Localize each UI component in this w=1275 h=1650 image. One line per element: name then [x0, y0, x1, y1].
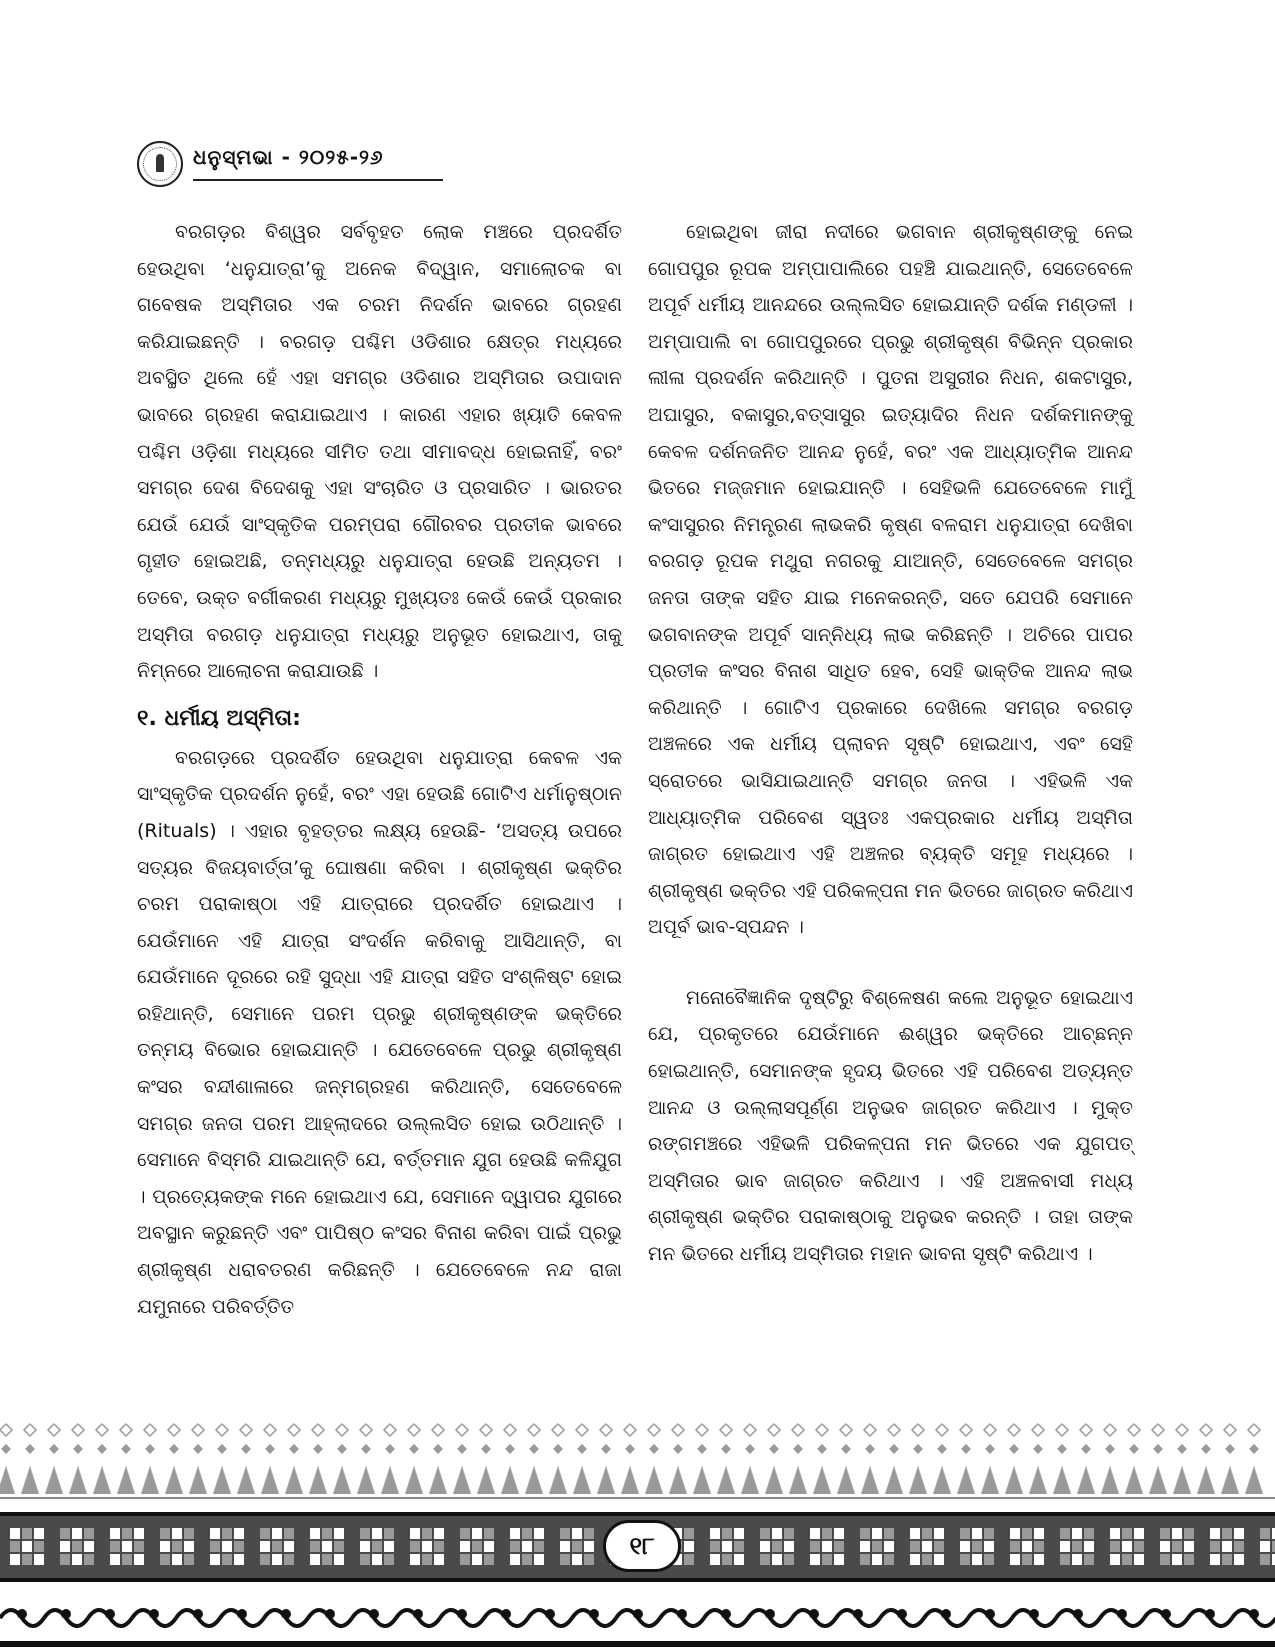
section-heading: ୧. ଧର୍ମୀୟ ଅସ୍ମିତା: — [137, 705, 301, 731]
scroll-wave-border-icon — [0, 1588, 1275, 1650]
title-underline — [193, 179, 443, 181]
page-number: ୧୮ — [603, 1520, 681, 1572]
continued-paragraph: ହୋଇଥିବା ଜୀରା ନଦୀରେ ଭଗବାନ ଶ୍ରୀକୃଷ୍ଣଙ୍କୁ ନେଇ ଗୋପପୁର ରୂପକ ଅମ୍ପାପାଲିରେ ପହଞ୍ଚି ଯାଇଥାନ୍ତି, ସେତେବେଳେ ଅପୂର୍ବ ଧର୍ମୀୟ ଆନନ୍ଦରେ ଉଲ୍ଲସିତ ହୋଇଯାନ୍ତି ଦର୍ଶକ ମଣ୍ଡଳୀ । ଅମ୍ପାପାଲି ବା ଗୋପପୁରରେ ପ୍ରଭୁ ଶ୍ରୀକୃଷ୍ଣ ବିଭିନ୍ନ ପ୍ରକାର ଲୀଳା ପ୍ରଦର୍ଶନ କରିଥାନ୍ତି । ପୁତନା ଅସୁରୀର ନିଧନ, ଶକଟାସୁର, ଅଘାସୁର, ବକାସୁର,ବତ୍ସାସୁର ଇତ୍ୟାଦିର ନିଧନ ଦର୍ଶକମାନଙ୍କୁ କେବଳ ଦର୍ଶନଜନିତ ଆନନ୍ଦ ନୁହେଁ, ବରଂ ଏକ ଆଧ୍ୟାତ୍ମିକ ଆନନ୍ଦ ଭିତରେ ମଜ୍ଜମାନ ହୋଇଯାନ୍ତି । ସେହିଭଳି ଯେତେବେଳେ ମାମୁଁ କଂସାସୁରର ନିମନ୍ତ୍ରଣ ଲାଭକରି କୃଷ୍ଣ ବଳରାମ ଧନୁଯାତ୍ରା ଦେଖିବା ବରଗଡ଼ ରୂପକ ମଥୁରା ନଗରକୁ ଯାଆନ୍ତି, ସେତେବେଳେ ସମଗ୍ର ଜନତା ତାଙ୍କ ସହିତ ଯାଇ ମନେକରନ୍ତି, ସତେ ଯେପରି ସେମାନେ ଭଗବାନଙ୍କ ଅପୂର୍ବ ସାନ୍ନିଧ୍ୟ ଲାଭ କରିଛନ୍ତି । ଅଚିରେ ପାପର ପ୍ରତୀକ କଂସର ବିନାଶ ସାଧିତ ହେବ, ସେହି ଭାକ୍ତିକ ଆନନ୍ଦ ଲାଭ କରିଥାନ୍ତି । ଗୋଟିଏ ପ୍ରକାରେ ଦେଖିଲେ ସମଗ୍ର ବରଗଡ଼ ଅଞ୍ଚଳରେ ଏକ ଧର୍ମୀୟ ପ୍ଲାବନ ସୃଷ୍ଟି ହୋଇଥାଏ, ଏବଂ ସେହି ସ୍ରୋତରେ ଭାସିଯାଇଥାନ୍ତି ସମଗ୍ର ଜନତା । ଏହିଭଳି ଏକ ଆଧ୍ୟାତ୍ମିକ ପରିବେଶ ସ୍ୱତଃ ଏକପ୍ରକାର ଧର୍ମୀୟ ଅସ୍ମିତା ଜାଗ୍ରତ ହୋଇଥାଏ ଏହି ଅଞ୍ଚଳର ବ୍ୟକ୍ତି ସମୂହ ମଧ୍ୟରେ । ଶ୍ରୀକୃଷ୍ଣ ଭକ୍ତିର ଏହି ପରିକଳ୍ପନା ମନ ଭିତରେ ଜାଗ୍ରତ କରିଥାଏ ଅପୂର୍ବ ଭାବ-ସ୍ପନ୍ଦନ । — [648, 221, 1133, 939]
decorative-footer — [0, 1410, 1275, 1650]
page-header — [137, 135, 437, 195]
magazine-title: ଧନୁସ୍ମଭା - ୨୦୨୫-୨୬ — [193, 145, 384, 169]
intro-paragraph: ବରଗଡ଼ର ବିଶ୍ୱର ସର୍ବବୃହତ ଲୋକ ମଞ୍ଚରେ ପ୍ରଦର୍ଶିତ ହେଉଥିବା ‘ଧନୁଯାତ୍ରା’କୁ ଅନେକ ବିଦ୍ୱାନ, ସମାଲୋଚକ ବା ଗବେଷକ ଅସ୍ମିତାର ଏକ ଚରମ ନିଦର୍ଶନ ଭାବରେ ଗ୍ରହଣ କରିଯାଇଛନ୍ତି । ବରଗଡ଼ ପଶ୍ଚିମ ଓଡିଶାର କ୍ଷେତ୍ର ମଧ୍ୟରେ ଅବସ୍ଥିତ ଥିଲେ ହେଁ ଏହା ସମଗ୍ର ଓଡିଶାର ଅସ୍ମିତାର ଉପାଦାନ ଭାବରେ ଗ୍ରହଣ କରାଯାଇଥାଏ । କାରଣ ଏହାର ଖ୍ୟାତି କେବଳ ପଶ୍ଚିମ ଓଡ଼ିଶା ମଧ୍ୟରେ ସୀମିତ ତଥା ସୀମାବଦ୍ଧ ହୋଇନାହିଁ, ବରଂ ସମଗ୍ର ଦେଶ ବିଦେଶକୁ ଏହା ସଂଚାରିତ ଓ ପ୍ରସାରିତ । ଭାରତର ଯେଉଁ ଯେଉଁ ସାଂସ୍କୃତିକ ପରମ୍ପରା ଗୌରବର ପ୍ରତୀକ ଭାବରେ ଗୃହୀତ ହୋଇଅଛି, ତନ୍ମଧ୍ୟରୁ ଧନୁଯାତ୍ରା ହେଉଛି ଅନ୍ୟତମ । ତେବେ, ଉକ୍ତ ବର୍ଗୀକରଣ ମଧ୍ୟରୁ ମୁଖ୍ୟତଃ କେଉଁ କେଉଁ ପ୍ରକାର ଅସ୍ମିତା ବରଗଡ଼ ଧନୁଯାତ୍ରା ମଧ୍ୟରୁ ଅନୁଭୂତ ହୋଇଥାଏ, ତାକୁ ନିମ୍ନରେ ଆଲୋଚନା କରାଯାଉଛି । — [137, 221, 622, 683]
right-column — [648, 214, 1133, 1273]
section-paragraph: ବରଗଡ଼ରେ ପ୍ରଦର୍ଶିତ ହେଉଥିବା ଧନୁଯାତ୍ରା କେବଳ ଏକ ସାଂସ୍କୃତିକ ପ୍ରଦର୍ଶନ ନୁହେଁ, ବରଂ ଏହା ହେଉଛି ଗୋଟିଏ ଧର୍ମାନୁଷ୍ଠାନ (Rituals) । ଏହାର ବୃହତ୍ତର ଲକ୍ଷ୍ୟ ହେଉଛି- ‘ଅସତ୍ୟ ଉପରେ ସତ୍ୟର ବିଜୟବାର୍ତ୍ତା’କୁ ଘୋଷଣା କରିବା । ଶ୍ରୀକୃଷ୍ଣ ଭକ୍ତିର ଚରମ ପରାକାଷ୍ଠା ଏହି ଯାତ୍ରାରେ ପ୍ରଦର୍ଶିତ ହୋଇଥାଏ । ଯେଉଁମାନେ ଏହି ଯାତ୍ରା ସଂଦର୍ଶନ କରିବାକୁ ଆସିଥାନ୍ତି, ବା ଯେଉଁମାନେ ଦୂରରେ ରହି ସୁଦ୍ଧା ଏହି ଯାତ୍ରା ସହିତ ସଂଶ୍ଳିଷ୍ଟ ହୋଇ ରହିଥାନ୍ତି, ସେମାନେ ପରମ ପ୍ରଭୁ ଶ୍ରୀକୃଷ୍ଣଙ୍କ ଭକ୍ତିରେ ତନ୍ମୟ ବିଭୋର ହୋଇଯାନ୍ତି । ଯେତେବେଳେ ପ୍ରଭୁ ଶ୍ରୀକୃଷ୍ଣ କଂସର ବନ୍ଦୀଶାଳାରେ ଜନ୍ମଗ୍ରହଣ କରିଥାନ୍ତି, ସେତେବେଳେ ସମଗ୍ର ଜନତା ପରମ ଆହ୍ଲାଦରେ ଉଲ୍ଲସିତ ହୋଇ ଉଠିଥାନ୍ତି । ସେମାନେ ବିସ୍ମରି ଯାଇଥାନ୍ତି ଯେ, ବର୍ତ୍ତମାନ ଯୁଗ ହେଉଛି କଳିଯୁଗ । ପ୍ରତ୍ୟେକଙ୍କ ମନେ ହୋଇଥାଏ ଯେ, ସେମାନେ ଦ୍ୱାପର ଯୁଗରେ ଅବସ୍ଥାନ କରୁଛନ୍ତି ଏବଂ ପାପିଷ୍ଠ କଂସର ବିନାଶ କରିବା ପାଇଁ ପ୍ରଭୁ ଶ୍ରୀକୃଷ୍ଣ ଧରାବତରଣ କରିଛନ୍ତି । ଯେତେବେଳେ ନନ୍ଦ ରାଜା ଯମୁନାରେ ପରିବର୍ତ୍ତିତ — [137, 746, 622, 1318]
left-column — [137, 214, 622, 1325]
society-emblem-icon — [137, 141, 183, 187]
ikat-motif-row-icon — [0, 1410, 1275, 1502]
psychology-paragraph: ମନୋବୈଜ୍ଞାନିକ ଦୃଷ୍ଟିରୁ ବିଶ୍ଳେଷଣ କଲେ ଅନୁଭୂତ ହୋଇଥାଏ ଯେ, ପ୍ରକୃତରେ ଯେଉଁମାନେ ଈଶ୍ୱର ଭକ୍ତିରେ ଆଚ୍ଛନ୍ନ ହୋଇଥାନ୍ତି, ସେମାନଙ୍କ ହୃଦୟ ଭିତରେ ଏହି ପରିବେଶ ଅତ୍ୟନ୍ତ ଆନନ୍ଦ ଓ ଉଲ୍ଲାସପୂର୍ଣ୍ଣ ଅନୁଭବ ଜାଗ୍ରତ କରିଥାଏ । ମୁକ୍ତ ରଙ୍ଗମଞ୍ଚରେ ଏହିଭଳି ପରିକଳ୍ପନା ମନ ଭିତରେ ଏକ ଯୁଗପତ୍ ଅସ୍ମିତାର ଭାବ ଜାଗ୍ରତ କରିଥାଏ । ଏହି ଅଞ୍ଚଳବାସୀ ମଧ୍ୟ ଶ୍ରୀକୃଷ୍ଣ ଭକ୍ତିର ପରାକାଷ୍ଠାକୁ ଅନୁଭବ କରନ୍ତି । ତାହା ତାଙ୍କ ମନ ଭିତରେ ଧର୍ମୀୟ ଅସ୍ମିତାର ମହାନ ଭାବନା ସୃଷ୍ଟି କରିଥାଏ । — [648, 986, 1133, 1266]
